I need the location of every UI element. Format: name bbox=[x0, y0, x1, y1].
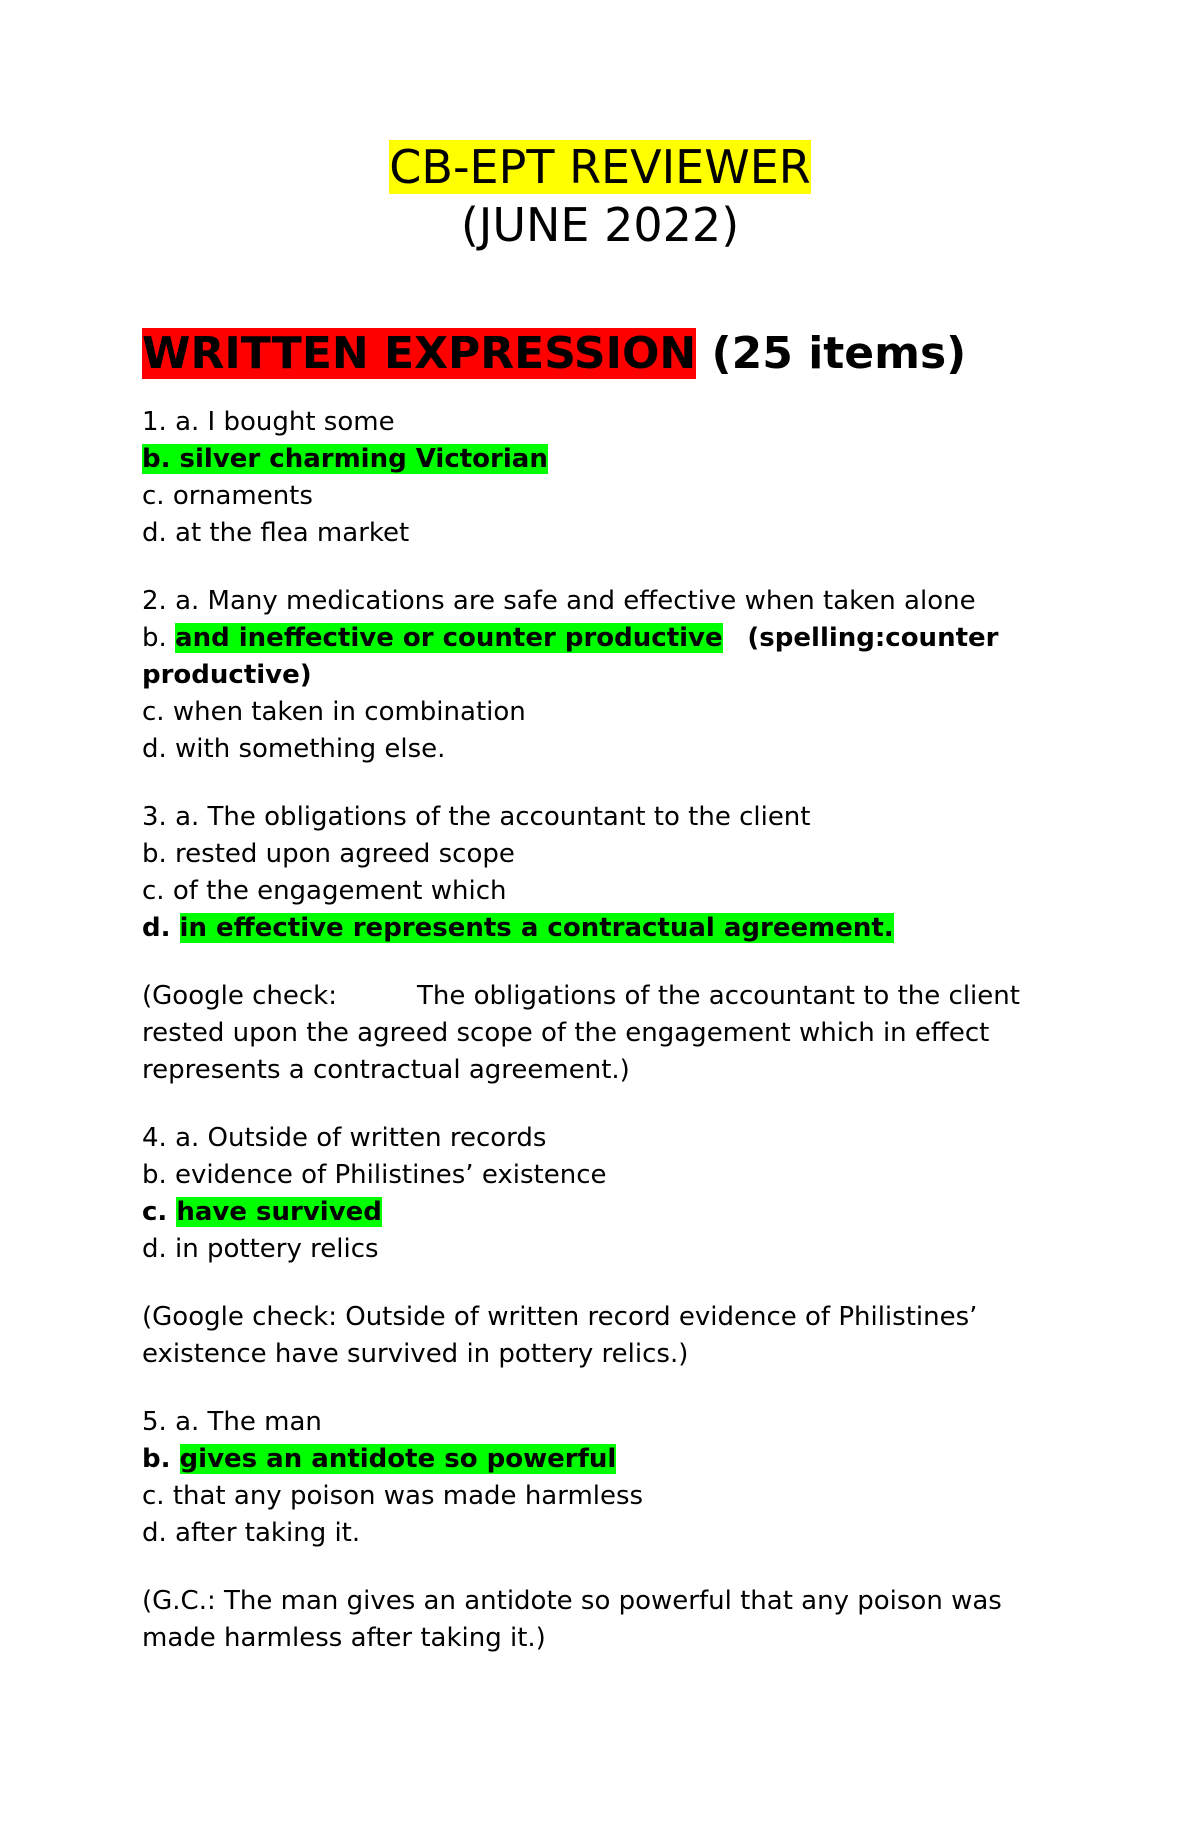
title-line bbox=[0, 138, 1200, 196]
q5-answer: gives an antidote so powerful bbox=[179, 1444, 617, 1474]
q2-option-d: d. with something else. bbox=[142, 734, 446, 764]
q5-option-b-prefix: b. bbox=[142, 1444, 180, 1474]
q4-option-a: 4. a. Outside of written records bbox=[142, 1123, 547, 1153]
q4-option-c bbox=[142, 1194, 1072, 1231]
spacer bbox=[142, 1089, 1072, 1120]
q3-check-text: The obligations of the accountant to the client rested upon the agreed scope of the engagement which in effect represents a contractual agreement.) bbox=[142, 981, 1020, 1085]
spacer bbox=[142, 552, 1072, 583]
document-subtitle: (JUNE 2022) bbox=[460, 198, 740, 252]
q1-option-b bbox=[142, 441, 1072, 478]
q3-answer: in effective represents a contractual agreement. bbox=[179, 913, 894, 943]
q3-option-a: 3. a. The obligations of the accountant to the client bbox=[142, 802, 811, 832]
document-body bbox=[142, 404, 1072, 1657]
q1-option-d: d. at the flea market bbox=[142, 518, 410, 548]
q1-option-c: c. ornaments bbox=[142, 481, 313, 511]
q5-option-c: c. that any poison was made harmless bbox=[142, 1481, 644, 1511]
spacer bbox=[142, 947, 1072, 978]
q1-option-a: 1. a. I bought some bbox=[142, 407, 395, 437]
q3-option-d bbox=[142, 910, 1072, 947]
section-count: (25 items) bbox=[711, 328, 967, 379]
q3-option-b: b. rested upon agreed scope bbox=[142, 839, 515, 869]
q5-option-b bbox=[142, 1441, 1072, 1478]
q5-option-a: 5. a. The man bbox=[142, 1407, 322, 1437]
q3-option-d-prefix: d. bbox=[142, 913, 180, 943]
q4-answer: have survived bbox=[176, 1197, 382, 1227]
q2-option-b-prefix: b. bbox=[142, 623, 176, 653]
q4-option-c-prefix: c. bbox=[142, 1197, 177, 1227]
spacer bbox=[142, 768, 1072, 799]
document-title: CB-EPT REVIEWER bbox=[389, 140, 811, 194]
q4-option-b: b. evidence of Philistines’ existence bbox=[142, 1160, 607, 1190]
section-label: WRITTEN EXPRESSION bbox=[142, 328, 697, 379]
q2-option-a: 2. a. Many medications are safe and effective when taken alone bbox=[142, 586, 976, 616]
q5-google-check: (G.C.: The man gives an antidote so powerful that any poison was made harmless after taking it.) bbox=[142, 1586, 1002, 1653]
spacer bbox=[142, 1268, 1072, 1299]
section-heading bbox=[142, 326, 966, 382]
q4-option-d: d. in pottery relics bbox=[142, 1234, 379, 1264]
spacer bbox=[142, 1373, 1072, 1404]
title-block bbox=[0, 138, 1200, 254]
q5-option-d: d. after taking it. bbox=[142, 1518, 361, 1548]
spacer bbox=[142, 1552, 1072, 1583]
q1-answer: b. silver charming Victorian bbox=[142, 444, 548, 474]
q2-option-b bbox=[142, 620, 1072, 694]
q2-option-c: c. when taken in combination bbox=[142, 697, 526, 727]
q2-answer: and ineffective or counter productive bbox=[175, 623, 723, 653]
q4-google-check: (Google check: Outside of written record evidence of Philistines’ existence have survived in pottery relics.) bbox=[142, 1302, 978, 1369]
q3-google-check bbox=[142, 978, 1072, 1089]
q3-check-label: (Google check: bbox=[142, 981, 337, 1011]
q2-note: (spelling:counter productive) bbox=[142, 623, 999, 690]
q3-option-c: c. of the engagement which bbox=[142, 876, 507, 906]
